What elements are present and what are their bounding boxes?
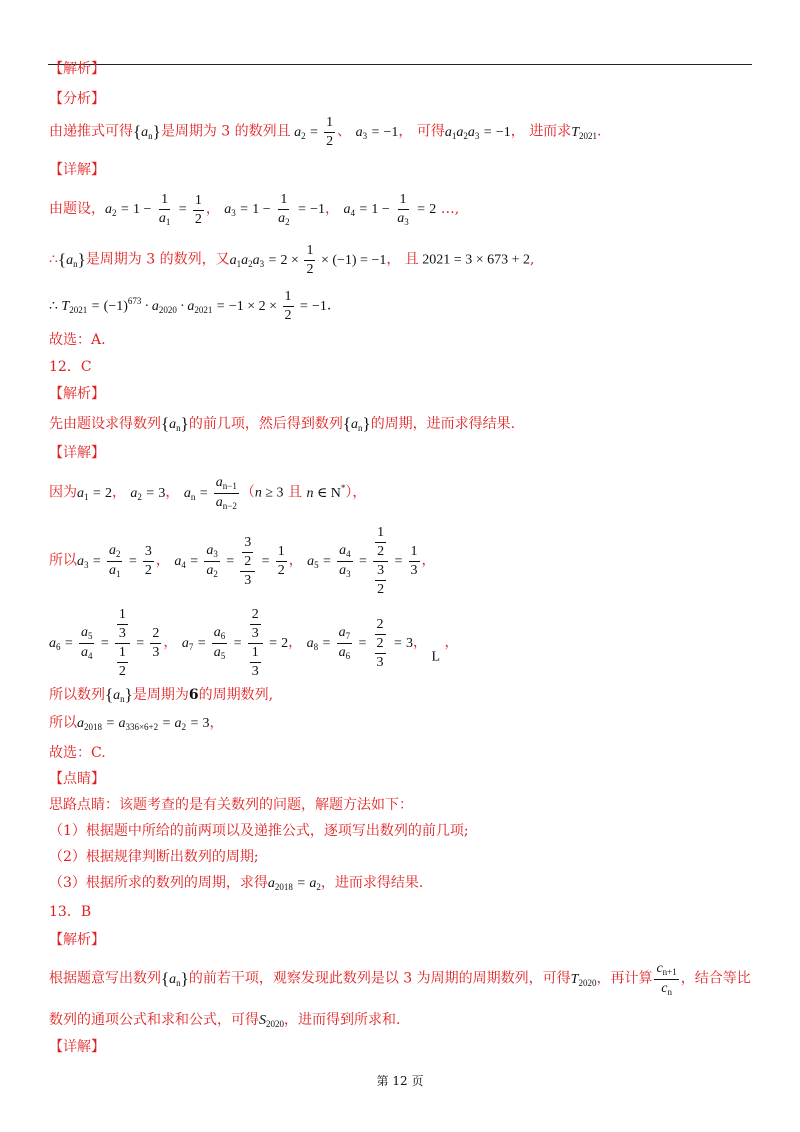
q12-number: 12．C xyxy=(49,359,92,375)
q13-detail-heading: 【详解】 xyxy=(49,1039,105,1055)
q12-dianjing-heading: 【点睛】 xyxy=(49,771,105,787)
q12-period-text: 所以数列$\{a_n\}$是周期为6的周期数列, xyxy=(49,685,274,704)
q13-analysis-text: 根据题意写出数列$\{a_n\}$的前若干项，观察发现此数列是以 3 为周期的周期数列，可得$T_{2020}$，再计算 $\frac{c_{n+1}}{c_n}$ ，结合等比 xyxy=(49,961,751,997)
q12-step-1: （1）根据题中所给的前两项以及递推公式，逐项写出数列的前几项; xyxy=(49,823,469,839)
q12-given-text: 因为$a_1 = 2$， $a_2 = 3$， $a_n$ = $\frac{a_{n-1}}{a_{n-2}}$ （n ≥ 3 且 n ∈ N*）， xyxy=(49,475,367,511)
q12-step-2: （2）根据规律判断出数列的周期; xyxy=(49,849,259,865)
q12-tip-text: 思路点睛：该题考查的是有关数列的问题，解题方法如下： xyxy=(49,797,413,813)
q12-analysis-text: 先由题设求得数列$\{a_n\}$的前几项，然后得到数列$\{a_n\}$的周期，进而求得结果. xyxy=(49,414,516,433)
q12-terms-row1: 所以$a_3$ = $\frac{a_2}{a_1}$ = $\frac{3}{2}$ ， $a_4$ = $\frac{a_3}{a_2}$ = $\frac{\frac{3}{2}}{3}$ = $\frac{1}{2}$ ， $a_5$ = $\frac{a_4}{a_3}$ = $\frac{\frac{1}{2}}{\frac{3}{2}}$ = $\frac{1}{3}$ ， xyxy=(49,525,436,597)
analysis-heading: 【解析】 xyxy=(49,61,105,77)
q12-terms-row2: $a_6$ = $\frac{a_5}{a_4}$ = $\frac{\frac{1}{3}}{\frac{1}{2}}$ = $\frac{2}{3}$ ， $a_7$ = $\frac{a_6}{a_5}$ = $\frac{\frac{2}{3}}{\frac{1}{3}}$ = 2， $a_8$ = $\frac{a_7}{a_6}$ = $\frac{2}{\frac{2}{3}}$ = 3， L ， xyxy=(49,607,459,679)
q12-result-text: 所以$a_{2018} = a_{336\times 6+2} = a_2 = 3$， xyxy=(49,715,224,732)
q13-analysis-heading: 【解析】 xyxy=(49,932,105,948)
header-rule xyxy=(48,64,752,65)
q12-answer: 故选：C. xyxy=(49,745,106,761)
q13-number: 13．B xyxy=(49,904,92,920)
q12-analysis-heading: 【解析】 xyxy=(49,386,105,402)
q13-analysis-text-2: 数列的通项公式和求和公式，可得$S_{2020}$，进而得到所求和. xyxy=(49,1012,401,1029)
q11-answer: 故选：A. xyxy=(49,332,106,348)
q11-result-text: ∴ $T_{2021} = (-1)^{673} \cdot a_{2020} \cdot a_{2021} = -1 \times 2$ × $\frac{1}{2}$ = −1. xyxy=(49,289,332,323)
q11-setup-text: 由题设，$a_2 = 1$ − $\frac{1}{a_1}$ = $\frac{1}{2}$ ， $a_3 = 1$ − $\frac{1}{a_2}$ = −1， $a_4 = 1$ − $\frac{1}{a_3}$ = 2 …, xyxy=(49,192,460,227)
page-number: 第 12 页 xyxy=(376,1074,424,1088)
q11-detail-heading: 【详解】 xyxy=(49,162,105,178)
q11-period-text: $\therefore\{a_n\}$是周期为 3 的数列，又$a_1a_2a_3 = 2$ × $\frac{1}{2}$ × (−1) = −1， 且 2021 = 3 × 673 + 2, xyxy=(49,243,535,277)
q11-fenxi-heading: 【分析】 xyxy=(49,91,105,107)
q12-detail-heading: 【详解】 xyxy=(49,445,105,461)
q12-step-3: （3）根据所求的数列的周期，求得$a_{2018} = a_2$，进而求得结果. xyxy=(49,875,424,892)
q11-analysis-text: 由递推式可得$\{a_n\}$是周期为 3 的数列且 $a_2$ = $\frac{1}{2}$ 、 $a_3 = -1$， 可得$a_1a_2a_3 = -1$， 进而求$T_{2021}$. xyxy=(49,115,602,149)
